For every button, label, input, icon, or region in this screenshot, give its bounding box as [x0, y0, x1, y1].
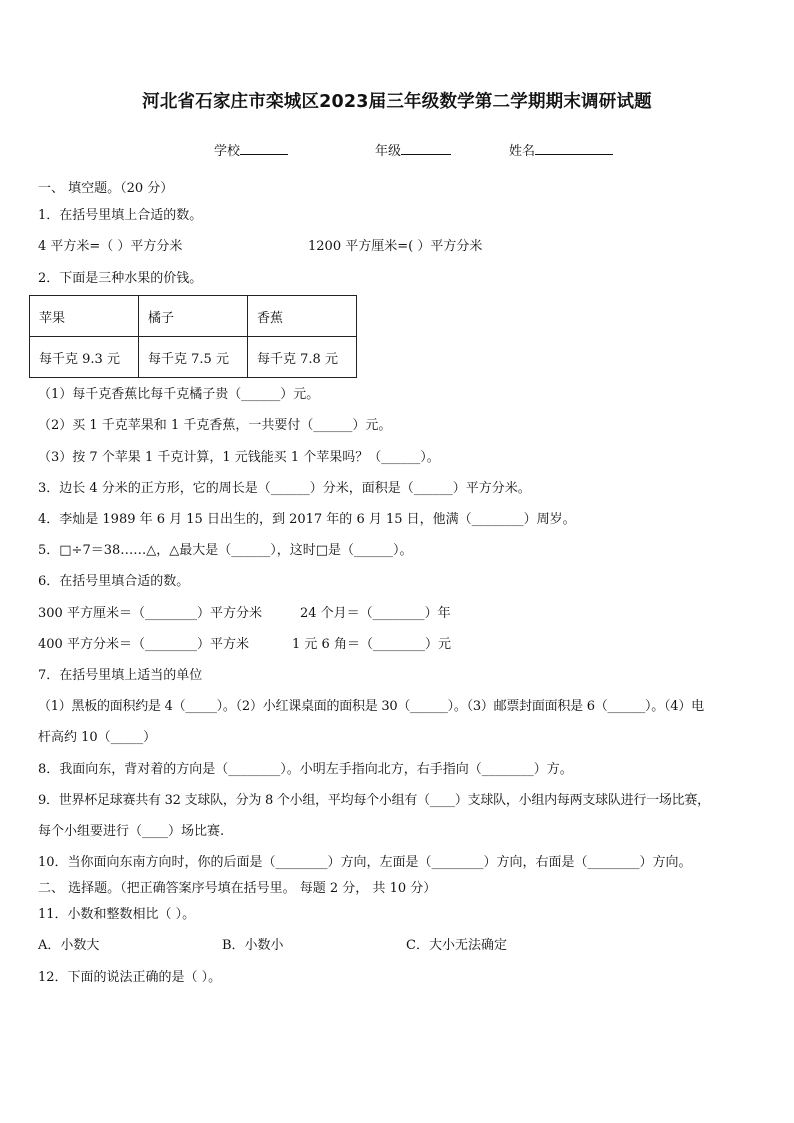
question-7-line-2: 杆高约 10（_____）: [38, 730, 157, 745]
grade-blank[interactable]: [401, 142, 451, 155]
question-9-line-2: 每个小组要进行（____）场比赛.: [38, 824, 225, 839]
grade-field: [375, 140, 451, 159]
question-10: 10．当你面向东南方向时，你的后面是（________）方向，左面是（________）方向，右面是（________）方向。: [38, 855, 692, 870]
question-7-stem: 7．在括号里填上适当的单位: [38, 668, 203, 683]
table-cell-apple-price: 每千克 9.3 元: [30, 337, 139, 378]
table-cell-orange-price: 每千克 7.5 元: [139, 337, 248, 378]
question-2-part-1: （1）每千克香蕉比每千克橘子贵（______）元。: [38, 387, 320, 402]
table-cell-orange: 橘子: [139, 296, 248, 337]
question-11-option-b: B．小数小: [222, 938, 284, 953]
school-field: [214, 140, 288, 159]
table-cell-apple: 苹果: [30, 296, 139, 337]
question-5: 5．□÷7＝38……△，△最大是（______），这时□是（______）。: [38, 543, 413, 558]
question-6-part-d: 1 元 6 角＝（________）元: [292, 637, 451, 652]
table-cell-banana: 香蕉: [248, 296, 357, 337]
question-6-part-a: 300 平方厘米＝（________）平方分米: [38, 606, 262, 621]
fruit-price-table: [29, 295, 357, 378]
question-12-stem: 12．下面的说法正确的是（ ）。: [38, 970, 222, 985]
question-11-option-a: A．小数大: [38, 938, 100, 953]
table-cell-banana-price: 每千克 7.8 元: [248, 337, 357, 378]
question-9-line-1: 9．世界杯足球赛共有 32 支球队，分为 8 个小组，平均每个小组有（____）支球队，小组内每两支球队进行一场比赛，: [38, 793, 710, 808]
name-field: [509, 140, 613, 159]
question-2-part-2: （2）买 1 千克苹果和 1 千克香蕉，一共要付（______）元。: [38, 418, 392, 433]
question-6-part-c: 400 平方分米＝（________）平方米: [38, 637, 249, 652]
table-row: [30, 337, 357, 378]
question-11-option-c: C．大小无法确定: [406, 938, 507, 953]
question-1-part-b: 1200 平方厘米=( ）平方分米: [308, 239, 483, 254]
question-2-stem: 2．下面是三种水果的价钱。: [38, 271, 203, 286]
question-1-stem: 1．在括号里填上合适的数。: [38, 208, 203, 223]
question-6-stem: 6．在括号里填合适的数。: [38, 574, 190, 589]
section1-header: 一、 填空题。（20 分）: [38, 181, 174, 196]
name-blank[interactable]: [535, 142, 613, 155]
question-6-part-b: 24 个月＝（________）年: [300, 606, 451, 621]
question-4: 4．李灿是 1989 年 6 月 15 日出生的，到 2017 年的 6 月 15 日，他满（________）周岁。: [38, 512, 576, 527]
section2-header: 二、 选择题。（把正确答案序号填在括号里。 每题 2 分， 共 10 分）: [38, 881, 437, 896]
question-11-stem: 11．小数和整数相比（ ）。: [38, 907, 196, 922]
school-blank[interactable]: [240, 142, 288, 155]
question-8: 8．我面向东，背对着的方向是（________）。小明左手指向北方，右手指向（________）方。: [38, 762, 573, 777]
question-7-line-1: （1）黑板的面积约是 4（_____）。（2）小红课桌面的面积是 30（______）。（3）邮票封面面积是 6（______）。（4）电: [38, 699, 704, 714]
grade-label: 年级: [375, 144, 402, 159]
page-title: 河北省石家庄市栾城区2023届三年级数学第二学期期末调研试题: [142, 92, 652, 112]
school-label: 学校: [214, 144, 241, 159]
question-1-part-a: 4 平方米=（ ）平方分米: [38, 239, 183, 254]
name-label: 姓名: [509, 144, 536, 159]
question-3: 3．边长 4 分米的正方形，它的周长是（______）分米，面积是（______）平方分米。: [38, 481, 531, 496]
table-row: [30, 296, 357, 337]
question-2-part-3: （3）按 7 个苹果 1 千克计算，1 元钱能买 1 个苹果吗？（______）。: [38, 450, 440, 465]
